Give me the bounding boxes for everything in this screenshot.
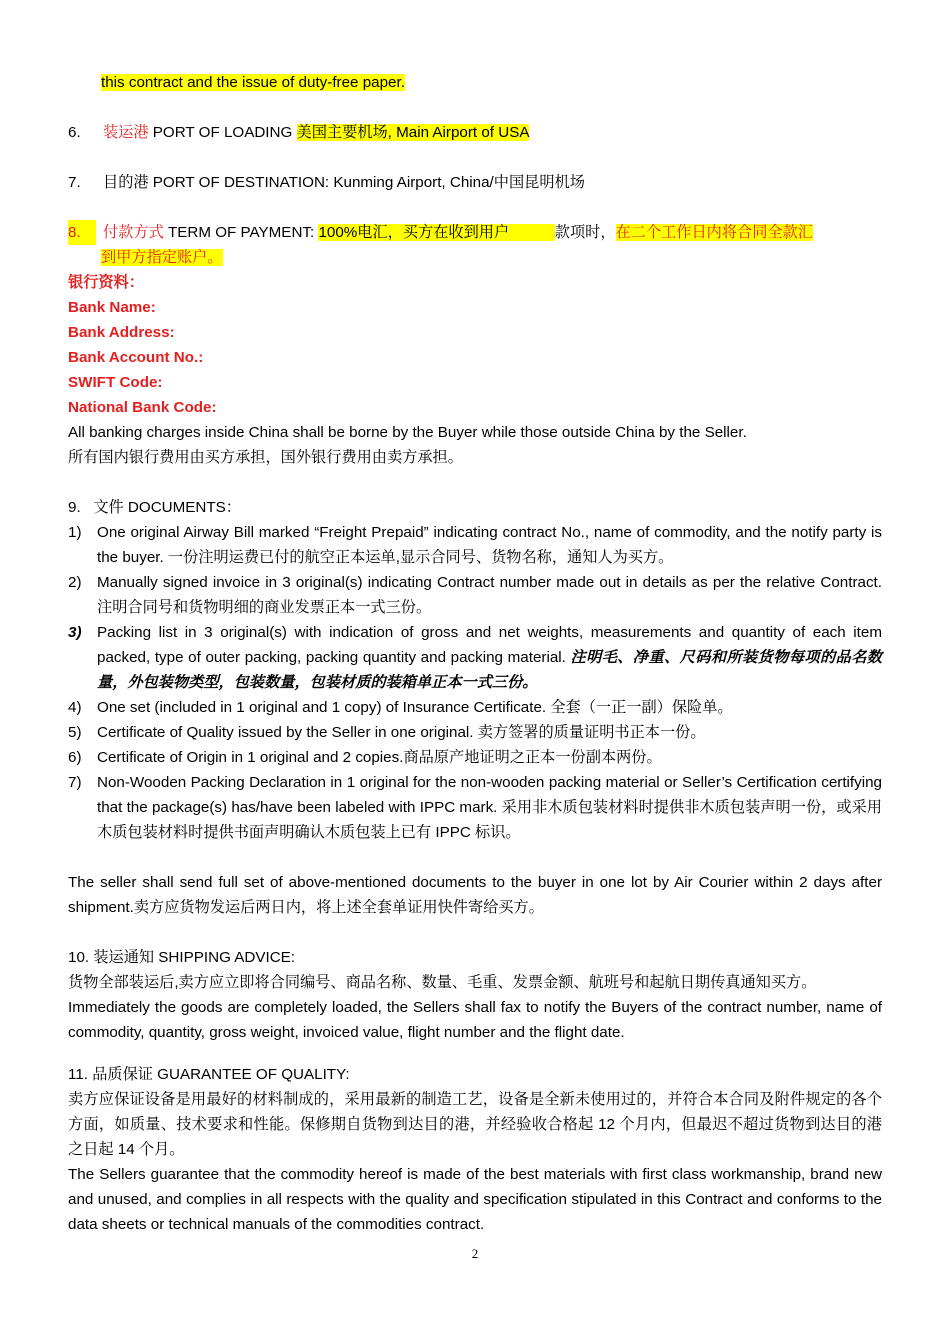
term-of-payment: 8. 付款方式 TERM OF PAYMENT: 100%电汇，买方在收到用户 款项时，在二个工作日内将合同全款汇 (68, 220, 882, 245)
port-of-loading: 6. 装运港 PORT OF LOADING 美国主要机场, Main Airport of USA (68, 124, 530, 141)
doc-item: 3) Packing list in 3 original(s) with indication of gross and net weights, measurements and quantity of each item packed, type of outer packing, packing quantity and packing material. 注明毛、净重、尺码和所装货物每项的品名数量，外包装物类型，包装数量，包装材质的装箱单正本一式三份。 (68, 624, 882, 691)
shipping-advice-heading: 10. 装运通知 SHIPPING ADVICE: (68, 949, 296, 966)
quality-cn: 卖方应保证设备是用最好的材料制成的，采用最新的制造工艺，设备是全新未使用过的，并符合本合同及附件规定的各个方面，如质量、技术要求和性能。保修期自货物到达目的港，并经验收合格起 12 个月内，但最迟不超过货物到达目的港之日起 14 个月。 (68, 1091, 882, 1158)
swift-code: SWIFT Code: (68, 374, 163, 391)
charges-cn: 所有国内银行费用由买方承担，国外银行费用由卖方承担。 (68, 449, 463, 466)
bank-name: Bank Name: (68, 299, 156, 316)
port-of-destination: 7. 目的港 PORT OF DESTINATION: Kunming Airport, China/中国昆明机场 (68, 174, 585, 191)
doc-item: 1) One original Airway Bill marked “Freight Prepaid” indicating contract No., name of commodity, and the notify party is the buyer. 一份注明运费已付的航空正本运单,显示合同号、货物名称，通知人为买方。 (68, 524, 882, 566)
continuation-line: this contract and the issue of duty-free paper. (101, 74, 405, 91)
page-number: 2 (471, 1246, 479, 1261)
shipping-advice-en: Immediately the goods are completely loaded, the Sellers shall fax to notify the Buyers of the contract number, name of commodity, quantity, gross weight, invoiced value, flight number and the flight date. (68, 999, 882, 1041)
term-of-payment-cont: 到甲方指定账户。 (101, 249, 223, 266)
shipping-advice-cn: 货物全部装运后,卖方应立即将合同编号、商品名称、数量、毛重、发票金额、航班号和起航日期传真通知买方。 (68, 974, 817, 991)
bank-address: Bank Address: (68, 324, 175, 341)
bank-heading: 银行资料： (68, 274, 144, 291)
national-bank-code: National Bank Code: (68, 399, 217, 416)
doc-item: 6) Certificate of Origin in 1 original and 2 copies.商品原产地证明之正本一份副本两份。 (68, 749, 662, 766)
quality-heading: 11. 品质保证 GUARANTEE OF QUALITY: (68, 1066, 350, 1083)
document-page (68, 70, 882, 1237)
doc-item: 4) One set (included in 1 original and 1 copy) of Insurance Certificate. 全套（一正一副）保险单。 (68, 699, 733, 716)
charges-en: All banking charges inside China shall be borne by the Buyer while those outside China by the Seller. (68, 424, 747, 441)
documents-heading: 9. 文件 DOCUMENTS： (68, 499, 241, 516)
documents-send-text: The seller shall send full set of above-mentioned documents to the buyer in one lot by Air Courier within 2 days after shipment.卖方应货物发运后两日内，将上述全套单证用快件寄给买方。 (68, 874, 882, 916)
doc-item: 7) Non-Wooden Packing Declaration in 1 original for the non-wooden packing material or Seller’s Certification certifying that the package(s) has/have been labeled with IPPC mark. 采用非木质包装材料时提供非木质包装声明一份，或采用木质包装材料时提供书面声明确认木质包装上已有 IPPC 标识。 (68, 774, 882, 841)
doc-item: 5) Certificate of Quality issued by the Seller in one original. 卖方签署的质量证明书正本一份。 (68, 724, 706, 741)
doc-item: 2) Manually signed invoice in 3 original(s) indicating Contract number made out in details as per the relative Contract. 注明合同号和货物明细的商业发票正本一式三份。 (68, 574, 882, 616)
bank-account: Bank Account No.: (68, 349, 204, 366)
quality-en: The Sellers guarantee that the commodity hereof is made of the best materials with first class workmanship, brand new and unused, and complies in all respects with the quality and specification stipulated in this Contract and conforms to the data sheets or technical manuals of the commodities contract. (68, 1166, 882, 1233)
